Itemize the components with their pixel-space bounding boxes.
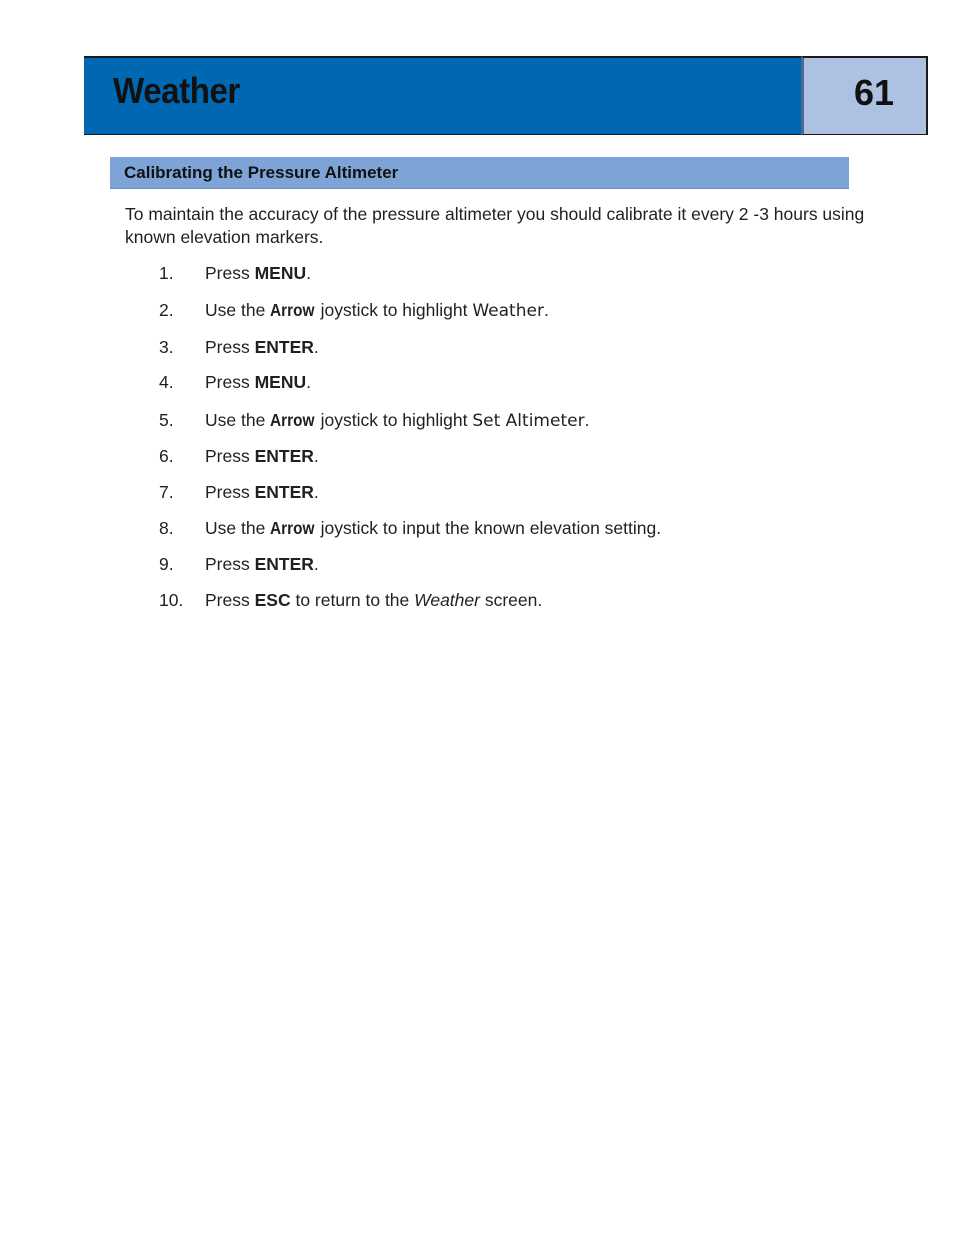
step-text-part: Press xyxy=(205,372,255,392)
step-text-part: . xyxy=(584,410,590,430)
step-text xyxy=(205,445,319,468)
step-text-part: . xyxy=(306,263,312,283)
step-text-part: Press xyxy=(205,554,255,574)
step-text xyxy=(205,481,319,504)
step-text-part: screen. xyxy=(479,590,543,610)
step-text-part: joystick to highlight xyxy=(315,410,473,430)
step-text-part: . xyxy=(313,482,319,502)
key-name: ENTER xyxy=(254,482,314,502)
chapter-title: Weather xyxy=(113,70,240,111)
step-number: 9. xyxy=(159,554,174,574)
step-text-part: Press xyxy=(205,446,255,466)
step-text xyxy=(205,553,319,576)
screen-term: Set Altimeter xyxy=(472,411,585,431)
step-text-part: Press xyxy=(205,337,255,357)
step-text-part: to return to the xyxy=(290,590,415,610)
step-text-part: Press xyxy=(205,482,255,502)
step-number: 8. xyxy=(159,518,174,538)
key-name: ESC xyxy=(254,590,291,610)
key-name: ENTER xyxy=(254,337,314,357)
page-number: 61 xyxy=(854,72,895,113)
step-number: 10. xyxy=(159,590,184,610)
chapter-header-bar xyxy=(84,56,801,135)
step-text-part: . xyxy=(306,372,312,392)
step-number: 4. xyxy=(159,372,174,392)
key-name: ENTER xyxy=(254,554,314,574)
intro-paragraph: To maintain the accuracy of the pressure altimeter you should calibrate it every 2 -3 hours using known elevation markers. xyxy=(125,204,865,247)
key-name: Arrow xyxy=(270,300,315,320)
step-text-part: Use the xyxy=(205,518,271,538)
step-number: 1. xyxy=(159,263,174,283)
key-name: ENTER xyxy=(254,446,314,466)
step-text xyxy=(205,589,542,612)
step-number: 5. xyxy=(159,410,174,430)
step-text-part: . xyxy=(313,446,319,466)
step-text xyxy=(205,409,589,433)
step-text-part: . xyxy=(313,554,319,574)
step-number: 7. xyxy=(159,482,174,502)
screen-term: Weather xyxy=(414,590,480,610)
section-header-bar xyxy=(110,157,849,189)
step-text-part: Press xyxy=(205,590,255,610)
step-text-part: joystick to highlight xyxy=(315,300,473,320)
page-number-box xyxy=(801,56,928,135)
step-text-part: Use the xyxy=(205,410,271,430)
step-text xyxy=(205,262,311,285)
step-number: 2. xyxy=(159,300,174,320)
section-title: Calibrating the Pressure Altimeter xyxy=(124,163,399,182)
step-text-part: Use the xyxy=(205,300,271,320)
step-number: 6. xyxy=(159,446,174,466)
key-name: MENU xyxy=(254,372,307,392)
step-text-part: . xyxy=(543,300,549,320)
step-number: 3. xyxy=(159,337,174,357)
screen-term: Weather xyxy=(472,301,544,321)
step-text xyxy=(205,299,549,323)
step-text-part: joystick to input the known elevation setting. xyxy=(315,518,662,538)
step-text xyxy=(205,371,311,394)
step-text xyxy=(205,517,661,540)
step-text-part: . xyxy=(313,337,319,357)
step-text xyxy=(205,336,319,359)
step-text-part: Press xyxy=(205,263,255,283)
key-name: Arrow xyxy=(270,518,315,538)
key-name: Arrow xyxy=(270,410,315,430)
key-name: MENU xyxy=(254,263,307,283)
